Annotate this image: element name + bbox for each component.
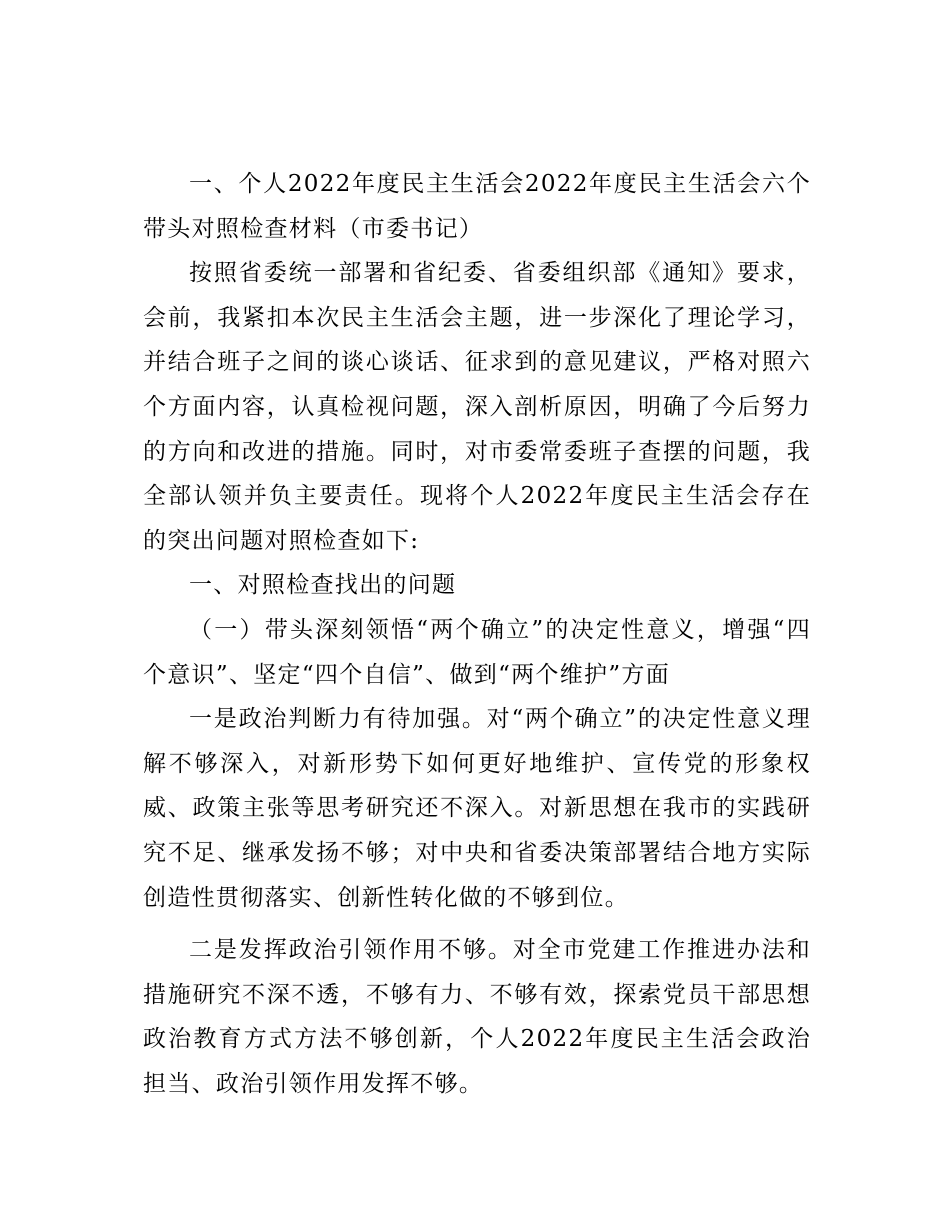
document-title: 一、个人2022年度民主生活会2022年度民主生活会六个带头对照检查材料（市委书记） bbox=[143, 171, 811, 242]
body-paragraph-2: 二是发挥政治引领作用不够。对全市党建工作推进办法和措施研究不深不透，不够有力、不够有效，探索党员干部思想政治教育方式方法不够创新，个人2022年度民主生活会政治担当、政治引领作用发挥不够。 bbox=[143, 937, 811, 1097]
intro-paragraph: 按照省委统一部署和省纪委、省委组织部《通知》要求，会前，我紧扣本次民主生活会主题，进一步深化了理论学习，并结合班子之间的谈心谈话、征求到的意见建议，严格对照六个方面内容，认真检视问题，深入剖析原因，明确了今后努力的方向和改进的措施。同时，对市委常委班子查摆的问题，我全部认领并负主要责任。现将个人2022年度民主生活会存在的突出问题对照检查如下: bbox=[143, 260, 811, 554]
section-heading: 一、对照检查找出的问题 bbox=[189, 572, 457, 599]
body-paragraph-1: 一是政治判断力有待加强。对“两个确立”的决定性意义理解不够深入，对新形势下如何更好地维护、宣传党的形象权威、政策主张等思考研究还不深入。对新思想在我市的实践研究不足、继承发扬不够；对中央和省委决策部署结合地方实际创造性贯彻落实、创新性转化做的不够到位。 bbox=[143, 706, 811, 911]
subsection-heading: （一）带头深刻领悟“两个确立”的决定性意义，增强“四个意识”、坚定“四个自信”、做到“两个维护”方面 bbox=[143, 616, 811, 688]
document-page bbox=[143, 162, 811, 1106]
